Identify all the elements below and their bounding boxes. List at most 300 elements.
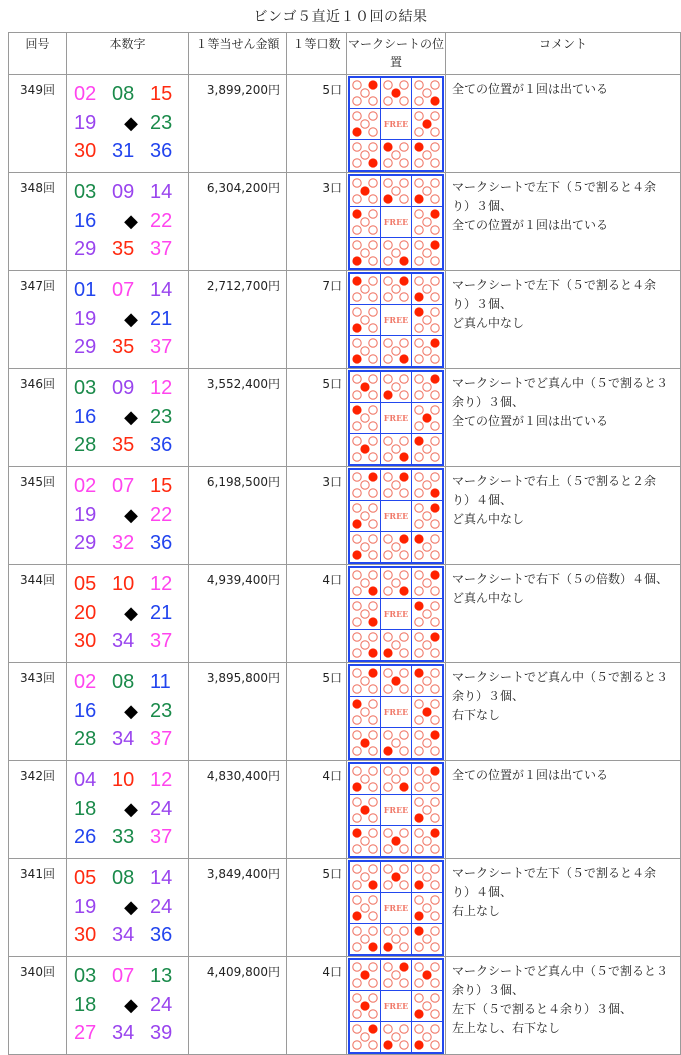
header-numbers: 本数字: [67, 33, 189, 75]
header-position: マークシートの位置: [347, 33, 446, 75]
mark-position-icon: [412, 238, 442, 268]
drawn-number: 03: [74, 377, 97, 399]
comment-line: マークシートで右下（５の倍数）４個、: [452, 572, 669, 586]
mark-position-icon: [350, 960, 380, 990]
comment-line: 右上なし: [452, 904, 501, 918]
mark-position-icon: [412, 207, 442, 237]
mark-position-icon: [350, 501, 380, 531]
marksheet-cell: [347, 467, 446, 565]
drawn-number: 16: [74, 699, 97, 722]
drawn-number: 23: [150, 405, 173, 428]
mark-position-icon: [350, 666, 380, 696]
mark-position-icon: [381, 78, 411, 108]
drawn-number: 19: [74, 503, 97, 526]
comment-line: 全ての位置が１回は出ている: [452, 82, 609, 96]
diamond-icon: ◆: [124, 504, 138, 525]
numbers-grid: [67, 173, 188, 264]
result-row: [9, 271, 681, 369]
drawn-number: 19: [74, 307, 97, 330]
header-comment: コメント: [446, 33, 681, 75]
comment-line: ど真ん中なし: [452, 512, 525, 526]
drawn-number: 10: [112, 573, 135, 595]
result-row: [9, 761, 681, 859]
mark-position-icon: [381, 336, 411, 366]
mark-position-icon: [412, 140, 442, 170]
drawn-number: 15: [150, 475, 173, 497]
free-cell: FREE: [381, 893, 411, 923]
mark-position-icon: [381, 532, 411, 562]
drawn-number: 30: [74, 140, 97, 162]
mark-position-icon: [412, 630, 442, 660]
numbers-grid: [67, 663, 188, 754]
comment-line: マークシートでど真ん中（５で割ると３: [452, 964, 669, 978]
comment-cell: [446, 173, 681, 271]
result-row: [9, 369, 681, 467]
drawn-number: 36: [150, 532, 173, 554]
mark-position-icon: [350, 924, 380, 954]
mark-position-icon: [350, 109, 380, 139]
mark-position-icon: [412, 532, 442, 562]
mark-position-icon: [381, 630, 411, 660]
mark-position-icon: [412, 893, 442, 923]
comment-line: 余り）３個、: [452, 983, 525, 997]
mark-position-icon: [412, 501, 442, 531]
drawn-number: 12: [150, 377, 173, 399]
drawn-number: 27: [74, 1022, 97, 1044]
prize-cell: 4,830,400円: [189, 761, 287, 859]
diamond-icon: ◆: [124, 112, 138, 133]
mark-position-icon: [412, 764, 442, 794]
mark-position-icon: [412, 960, 442, 990]
mark-position-icon: [350, 728, 380, 758]
numbers-grid: [67, 859, 188, 950]
comment-line: ど真ん中なし: [452, 316, 525, 330]
marksheet-grid: [348, 174, 444, 270]
result-row: [9, 957, 681, 1055]
diamond-icon: ◆: [124, 406, 138, 427]
round-cell: 344回: [9, 565, 67, 663]
round-cell: 343回: [9, 663, 67, 761]
round-cell: 341回: [9, 859, 67, 957]
round-cell: 348回: [9, 173, 67, 271]
winners-cell: 7口: [287, 271, 347, 369]
comment-cell: [446, 663, 681, 761]
drawn-number: 19: [74, 111, 97, 134]
drawn-number: 37: [150, 238, 173, 260]
diamond-icon: ◆: [124, 700, 138, 721]
comment-cell: [446, 859, 681, 957]
prize-cell: 6,198,500円: [189, 467, 287, 565]
comment-line: り）３個、: [452, 199, 513, 213]
drawn-number: 08: [112, 671, 135, 693]
drawn-number: 05: [74, 867, 97, 889]
drawn-number: 39: [150, 1022, 173, 1044]
drawn-number: 08: [112, 83, 135, 105]
drawn-number: 26: [74, 826, 97, 848]
winners-cell: 4口: [287, 761, 347, 859]
drawn-number: 12: [150, 573, 173, 595]
mark-position-icon: [350, 893, 380, 923]
mark-position-icon: [412, 176, 442, 206]
comment-cell: [446, 565, 681, 663]
mark-position-icon: [350, 274, 380, 304]
comment-line: 余り）３個、: [452, 395, 525, 409]
drawn-number: 02: [74, 671, 97, 693]
mark-position-icon: [412, 470, 442, 500]
free-cell: FREE: [381, 697, 411, 727]
drawn-number: 37: [150, 728, 173, 750]
drawn-number: 18: [74, 797, 97, 820]
mark-position-icon: [381, 434, 411, 464]
drawn-number: 02: [74, 83, 97, 105]
marksheet-cell: [347, 173, 446, 271]
winners-cell: 5口: [287, 859, 347, 957]
mark-position-icon: [350, 599, 380, 629]
winners-cell: 4口: [287, 565, 347, 663]
round-cell: 349回: [9, 75, 67, 173]
diamond-icon: ◆: [124, 210, 138, 231]
drawn-number: 13: [150, 965, 173, 987]
mark-position-icon: [350, 78, 380, 108]
comment-line: 余り）３個、: [452, 689, 525, 703]
comment-line: マークシートで左下（５で割ると４余: [452, 278, 657, 292]
comment-line: マークシートで左下（５で割ると４余: [452, 866, 657, 880]
diamond-icon: ◆: [124, 308, 138, 329]
drawn-number: 29: [74, 336, 97, 358]
mark-position-icon: [350, 403, 380, 433]
drawn-number: 29: [74, 238, 97, 260]
marksheet-cell: [347, 859, 446, 957]
drawn-number: 22: [150, 503, 173, 526]
comment-cell: [446, 75, 681, 173]
numbers-grid: [67, 467, 188, 558]
prize-cell: 4,409,800円: [189, 957, 287, 1055]
drawn-number: 28: [74, 434, 97, 456]
mark-position-icon: [381, 470, 411, 500]
header-prize: １等当せん金額: [189, 33, 287, 75]
free-cell: FREE: [381, 501, 411, 531]
drawn-number: 03: [74, 181, 97, 203]
drawn-number: 21: [150, 307, 173, 330]
mark-position-icon: [412, 728, 442, 758]
free-cell: FREE: [381, 403, 411, 433]
mark-position-icon: [412, 991, 442, 1021]
mark-position-icon: [350, 434, 380, 464]
marksheet-grid: [348, 370, 444, 466]
mark-position-icon: [350, 1022, 380, 1052]
drawn-number: 24: [150, 993, 173, 1016]
numbers-grid: [67, 957, 188, 1048]
free-cell: FREE: [381, 599, 411, 629]
marksheet-cell: [347, 761, 446, 859]
comment-line: マークシートでど真ん中（５で割ると３: [452, 670, 669, 684]
mark-position-icon: [350, 826, 380, 856]
drawn-number: 07: [112, 279, 135, 301]
mark-position-icon: [381, 666, 411, 696]
prize-cell: 3,552,400円: [189, 369, 287, 467]
free-cell: FREE: [381, 305, 411, 335]
free-cell: FREE: [381, 991, 411, 1021]
mark-position-icon: [350, 470, 380, 500]
mark-position-icon: [381, 568, 411, 598]
mark-position-icon: [350, 140, 380, 170]
drawn-number: 14: [150, 181, 173, 203]
drawn-number: 37: [150, 630, 173, 652]
drawn-number: 08: [112, 867, 135, 889]
drawn-number: 23: [150, 699, 173, 722]
numbers-cell: [67, 369, 189, 467]
numbers-cell: [67, 761, 189, 859]
numbers-grid: [67, 565, 188, 656]
mark-position-icon: [381, 1022, 411, 1052]
result-row: [9, 75, 681, 173]
comment-line: 右下なし: [452, 708, 501, 722]
diamond-icon: ◆: [124, 896, 138, 917]
mark-position-icon: [350, 568, 380, 598]
drawn-number: 09: [112, 377, 135, 399]
comment-line: 全ての位置が１回は出ている: [452, 414, 609, 428]
round-cell: 340回: [9, 957, 67, 1055]
numbers-cell: [67, 173, 189, 271]
drawn-number: 16: [74, 209, 97, 232]
numbers-cell: [67, 271, 189, 369]
drawn-number: 12: [150, 769, 173, 791]
results-table: [8, 32, 681, 1055]
numbers-cell: [67, 859, 189, 957]
round-cell: 347回: [9, 271, 67, 369]
winners-cell: 5口: [287, 75, 347, 173]
drawn-number: 33: [112, 826, 135, 848]
mark-position-icon: [412, 434, 442, 464]
numbers-cell: [67, 663, 189, 761]
drawn-number: 31: [112, 140, 135, 162]
mark-position-icon: [412, 109, 442, 139]
comment-line: 全ての位置が１回は出ている: [452, 218, 609, 232]
drawn-number: 35: [112, 238, 135, 260]
drawn-number: 02: [74, 475, 97, 497]
mark-position-icon: [350, 372, 380, 402]
mark-position-icon: [350, 630, 380, 660]
mark-position-icon: [412, 826, 442, 856]
comment-line: り）４個、: [452, 885, 513, 899]
marksheet-cell: [347, 957, 446, 1055]
winners-cell: 3口: [287, 467, 347, 565]
winners-cell: 5口: [287, 369, 347, 467]
drawn-number: 07: [112, 475, 135, 497]
header-round: 回号: [9, 33, 67, 75]
mark-position-icon: [350, 764, 380, 794]
marksheet-grid: [348, 664, 444, 760]
drawn-number: 36: [150, 140, 173, 162]
mark-position-icon: [350, 697, 380, 727]
drawn-number: 03: [74, 965, 97, 987]
mark-position-icon: [381, 372, 411, 402]
drawn-number: 34: [112, 728, 135, 750]
drawn-number: 05: [74, 573, 97, 595]
marksheet-grid: [348, 272, 444, 368]
diamond-icon: ◆: [124, 994, 138, 1015]
mark-position-icon: [412, 336, 442, 366]
comment-cell: [446, 271, 681, 369]
marksheet-grid: [348, 860, 444, 956]
mark-position-icon: [350, 991, 380, 1021]
mark-position-icon: [412, 862, 442, 892]
result-row: [9, 859, 681, 957]
drawn-number: 28: [74, 728, 97, 750]
marksheet-grid: [348, 958, 444, 1054]
mark-position-icon: [412, 697, 442, 727]
comment-cell: [446, 761, 681, 859]
mark-position-icon: [412, 599, 442, 629]
mark-position-icon: [350, 795, 380, 825]
drawn-number: 01: [74, 279, 97, 301]
header-row: [9, 33, 681, 75]
numbers-grid: [67, 369, 188, 460]
prize-cell: 2,712,700円: [189, 271, 287, 369]
drawn-number: 36: [150, 434, 173, 456]
drawn-number: 23: [150, 111, 173, 134]
marksheet-cell: [347, 271, 446, 369]
drawn-number: 16: [74, 405, 97, 428]
diamond-icon: ◆: [124, 602, 138, 623]
mark-position-icon: [381, 238, 411, 268]
drawn-number: 32: [112, 532, 135, 554]
prize-cell: 6,304,200円: [189, 173, 287, 271]
marksheet-cell: [347, 565, 446, 663]
comment-line: 左上なし、右下なし: [452, 1021, 561, 1035]
marksheet-grid: [348, 566, 444, 662]
drawn-number: 37: [150, 336, 173, 358]
marksheet-cell: [347, 369, 446, 467]
marksheet-cell: [347, 75, 446, 173]
drawn-number: 04: [74, 769, 97, 791]
comment-line: ど真ん中なし: [452, 591, 525, 605]
mark-position-icon: [350, 176, 380, 206]
free-cell: FREE: [381, 109, 411, 139]
drawn-number: 10: [112, 769, 135, 791]
drawn-number: 35: [112, 336, 135, 358]
drawn-number: 21: [150, 601, 173, 624]
drawn-number: 24: [150, 797, 173, 820]
marksheet-cell: [347, 663, 446, 761]
result-row: [9, 565, 681, 663]
mark-position-icon: [381, 176, 411, 206]
winners-cell: 3口: [287, 173, 347, 271]
prize-cell: 3,895,800円: [189, 663, 287, 761]
comment-line: マークシートで右上（５で割ると２余: [452, 474, 657, 488]
mark-position-icon: [381, 924, 411, 954]
comment-cell: [446, 957, 681, 1055]
prize-cell: 4,939,400円: [189, 565, 287, 663]
mark-position-icon: [381, 764, 411, 794]
drawn-number: 35: [112, 434, 135, 456]
result-row: [9, 467, 681, 565]
round-cell: 342回: [9, 761, 67, 859]
drawn-number: 29: [74, 532, 97, 554]
mark-position-icon: [350, 862, 380, 892]
drawn-number: 20: [74, 601, 97, 624]
drawn-number: 14: [150, 867, 173, 889]
drawn-number: 18: [74, 993, 97, 1016]
drawn-number: 34: [112, 630, 135, 652]
mark-position-icon: [350, 532, 380, 562]
mark-position-icon: [412, 924, 442, 954]
mark-position-icon: [350, 207, 380, 237]
mark-position-icon: [381, 826, 411, 856]
comment-cell: [446, 369, 681, 467]
mark-position-icon: [381, 960, 411, 990]
mark-position-icon: [381, 728, 411, 758]
comment-line: マークシートで左下（５で割ると４余: [452, 180, 657, 194]
drawn-number: 19: [74, 895, 97, 918]
marksheet-grid: [348, 468, 444, 564]
free-cell: FREE: [381, 795, 411, 825]
drawn-number: 11: [150, 671, 171, 693]
mark-position-icon: [350, 238, 380, 268]
numbers-cell: [67, 957, 189, 1055]
free-cell: FREE: [381, 207, 411, 237]
drawn-number: 09: [112, 181, 135, 203]
drawn-number: 15: [150, 83, 173, 105]
mark-position-icon: [350, 336, 380, 366]
mark-position-icon: [350, 305, 380, 335]
winners-cell: 4口: [287, 957, 347, 1055]
drawn-number: 22: [150, 209, 173, 232]
mark-position-icon: [412, 305, 442, 335]
drawn-number: 34: [112, 1022, 135, 1044]
drawn-number: 07: [112, 965, 135, 987]
drawn-number: 24: [150, 895, 173, 918]
comment-line: 左下（５で割ると４余り）３個、: [452, 1002, 633, 1016]
mark-position-icon: [412, 78, 442, 108]
numbers-grid: [67, 271, 188, 362]
mark-position-icon: [412, 403, 442, 433]
page-title: ビンゴ５直近１０回の結果: [253, 9, 428, 25]
drawn-number: 30: [74, 630, 97, 652]
comment-line: り）３個、: [452, 297, 513, 311]
numbers-grid: [67, 761, 188, 852]
numbers-cell: [67, 75, 189, 173]
prize-cell: 3,849,400円: [189, 859, 287, 957]
mark-position-icon: [381, 862, 411, 892]
marksheet-grid: [348, 762, 444, 858]
diamond-icon: ◆: [124, 798, 138, 819]
drawn-number: 14: [150, 279, 173, 301]
round-cell: 346回: [9, 369, 67, 467]
mark-position-icon: [412, 1022, 442, 1052]
drawn-number: 34: [112, 924, 135, 946]
comment-cell: [446, 467, 681, 565]
round-cell: 345回: [9, 467, 67, 565]
header-winners: １等口数: [287, 33, 347, 75]
numbers-cell: [67, 467, 189, 565]
comment-line: 全ての位置が１回は出ている: [452, 768, 609, 782]
mark-position-icon: [381, 274, 411, 304]
winners-cell: 5口: [287, 663, 347, 761]
result-row: [9, 663, 681, 761]
comment-line: り）４個、: [452, 493, 513, 507]
mark-position-icon: [412, 568, 442, 598]
drawn-number: 37: [150, 826, 173, 848]
comment-line: マークシートでど真ん中（５で割ると３: [452, 376, 669, 390]
result-row: [9, 173, 681, 271]
marksheet-grid: [348, 76, 444, 172]
mark-position-icon: [412, 795, 442, 825]
drawn-number: 30: [74, 924, 97, 946]
drawn-number: 36: [150, 924, 173, 946]
numbers-cell: [67, 565, 189, 663]
numbers-grid: [67, 75, 188, 166]
